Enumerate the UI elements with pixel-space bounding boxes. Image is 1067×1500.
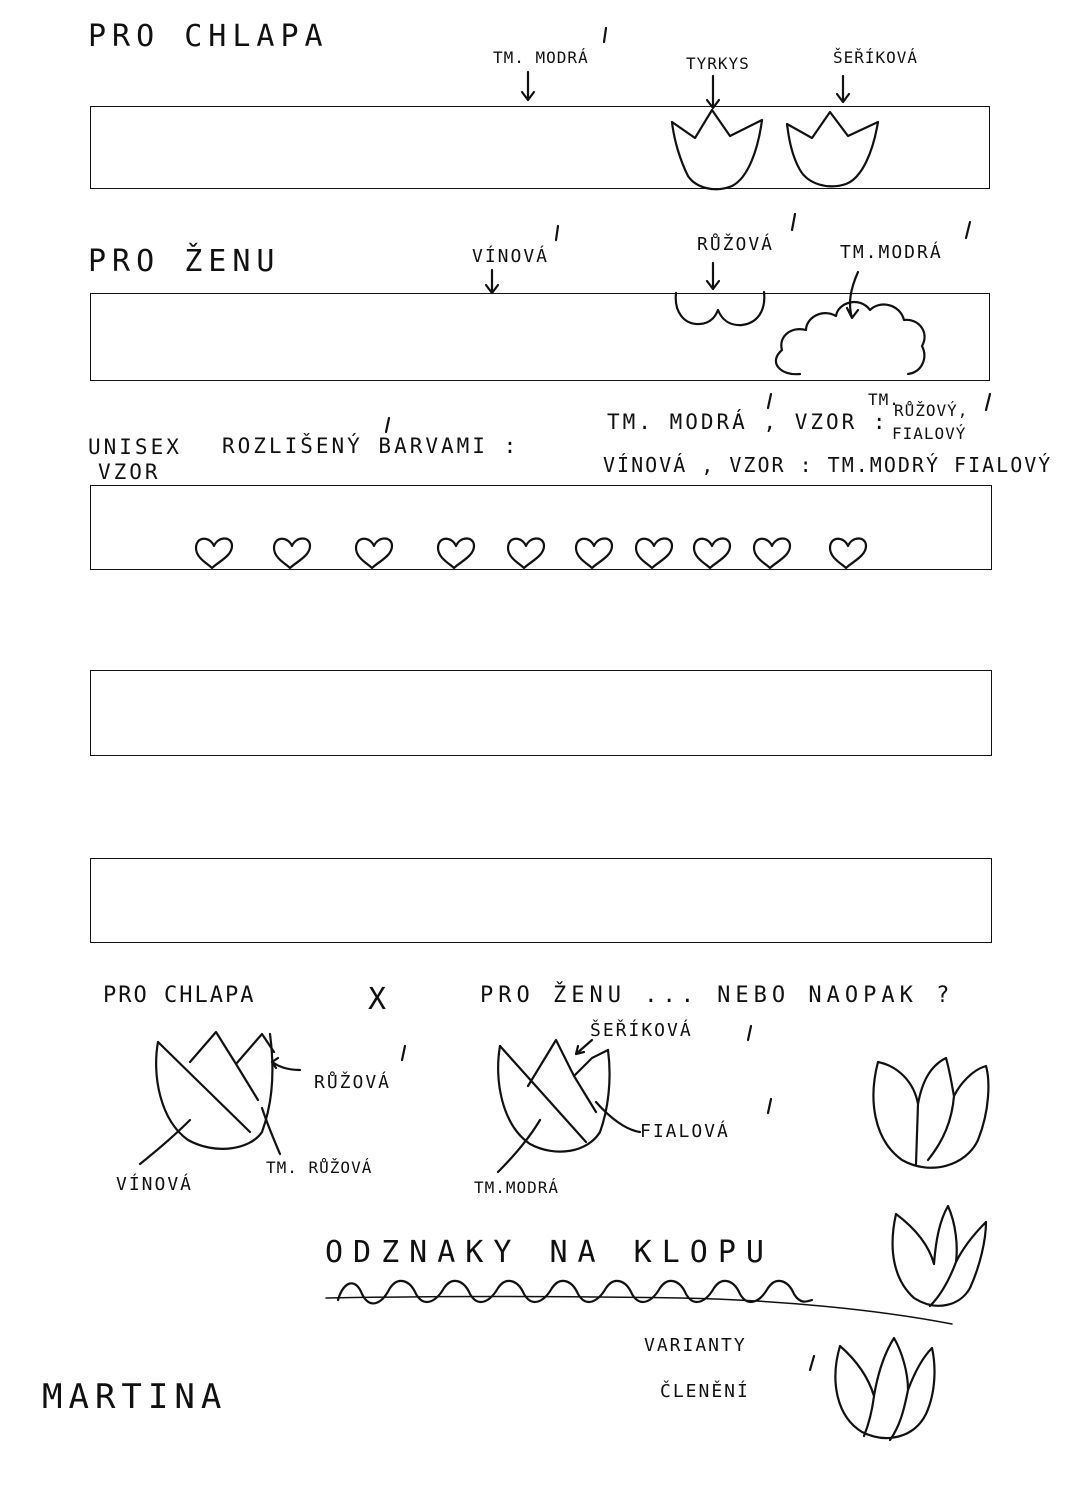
men-tulip-label-wine: VÍNOVÁ [116, 1174, 194, 1195]
tulip-badge-icon [156, 1034, 272, 1149]
arrow-icon [522, 72, 534, 100]
tulip-variant-icon [893, 1206, 986, 1306]
unisex-variant-1-purple: FIALOVÝ [892, 424, 967, 443]
badge-tulip-women [498, 1040, 640, 1172]
tulip-variant-icon [873, 1058, 988, 1168]
arrow-icon [707, 76, 719, 108]
heart-motif-icon [576, 539, 612, 569]
unisex-variant-2: VÍNOVÁ , VZOR : TM.MODRÝ FIALOVÝ [603, 453, 1053, 477]
women-label-wine: VÍNOVÁ [472, 246, 550, 267]
scallop-motif-icon [676, 292, 765, 325]
men-section-title: PRO CHLAPA [88, 19, 329, 54]
unisex-variant-1-tm: TM. [868, 390, 900, 409]
heart-motif-icon [438, 539, 474, 569]
heart-pattern [196, 539, 866, 569]
unisex-variant-1: TM. MODRÁ , VZOR : [607, 410, 889, 434]
badge-women-label: PRO ŽENU ... NEBO NAOPAK ? [480, 983, 955, 1008]
women-arrows [486, 263, 858, 318]
men-label-dark-blue: TM. MODRÁ [493, 48, 589, 67]
heart-motif-icon [754, 539, 790, 569]
unisex-variant-1-pink: RŮŽOVÝ, [894, 401, 969, 420]
heart-motif-icon [508, 539, 544, 569]
arrow-icon [486, 270, 498, 293]
tulip-variant-icon [835, 1338, 934, 1440]
tulip-motif-icon [787, 112, 878, 186]
heart-motif-icon [356, 539, 392, 569]
accent-marks [386, 28, 990, 1370]
variants-label-line1: VARIANTY [644, 1335, 747, 1356]
heart-motif-icon [830, 539, 866, 569]
variants-label-line2: ČLENĚNÍ [660, 1381, 750, 1402]
women-label-dark-blue: TM.MODRÁ [840, 242, 943, 263]
arrow-icon [847, 272, 858, 318]
heart-motif-icon [274, 539, 310, 569]
women-section-title: PRO ŽENU [88, 244, 281, 279]
heart-motif-icon [636, 539, 672, 569]
men-label-turquoise: TYRKYS [686, 54, 750, 73]
women-tulip-label-purple: FIALOVÁ [640, 1121, 730, 1142]
men-tulip-label-pink: RŮŽOVÁ [314, 1072, 392, 1093]
men-label-lilac: ŠEŘÍKOVÁ [833, 48, 919, 67]
men-arrows [522, 72, 849, 108]
women-tulip-label-dark-blue: TM.MODRÁ [474, 1178, 560, 1197]
heart-motif-icon [196, 539, 232, 569]
tulip-motif-icon [672, 110, 762, 189]
unisex-title-pattern: VZOR [98, 460, 161, 484]
arrow-icon [837, 76, 849, 102]
badges-title: ODZNAKY NA KLOPU [325, 1235, 774, 1270]
unisex-subtitle: ROZLIŠENÝ BARVAMI : [222, 434, 520, 458]
heart-motif-icon [694, 539, 730, 569]
versus-mark: X [368, 982, 392, 1017]
men-tulip-label-dark-pink: TM. RŮŽOVÁ [266, 1158, 373, 1177]
unisex-title: UNISEX [88, 435, 182, 459]
author-signature: MARTINA [42, 1377, 228, 1417]
badge-men-label: PRO CHLAPA [103, 983, 256, 1008]
badge-tulip-men [140, 1032, 300, 1164]
women-label-pink: RŮŽOVÁ [697, 234, 775, 255]
arrow-icon [707, 263, 719, 289]
women-tulip-label-lilac: ŠEŘÍKOVÁ [590, 1020, 693, 1041]
